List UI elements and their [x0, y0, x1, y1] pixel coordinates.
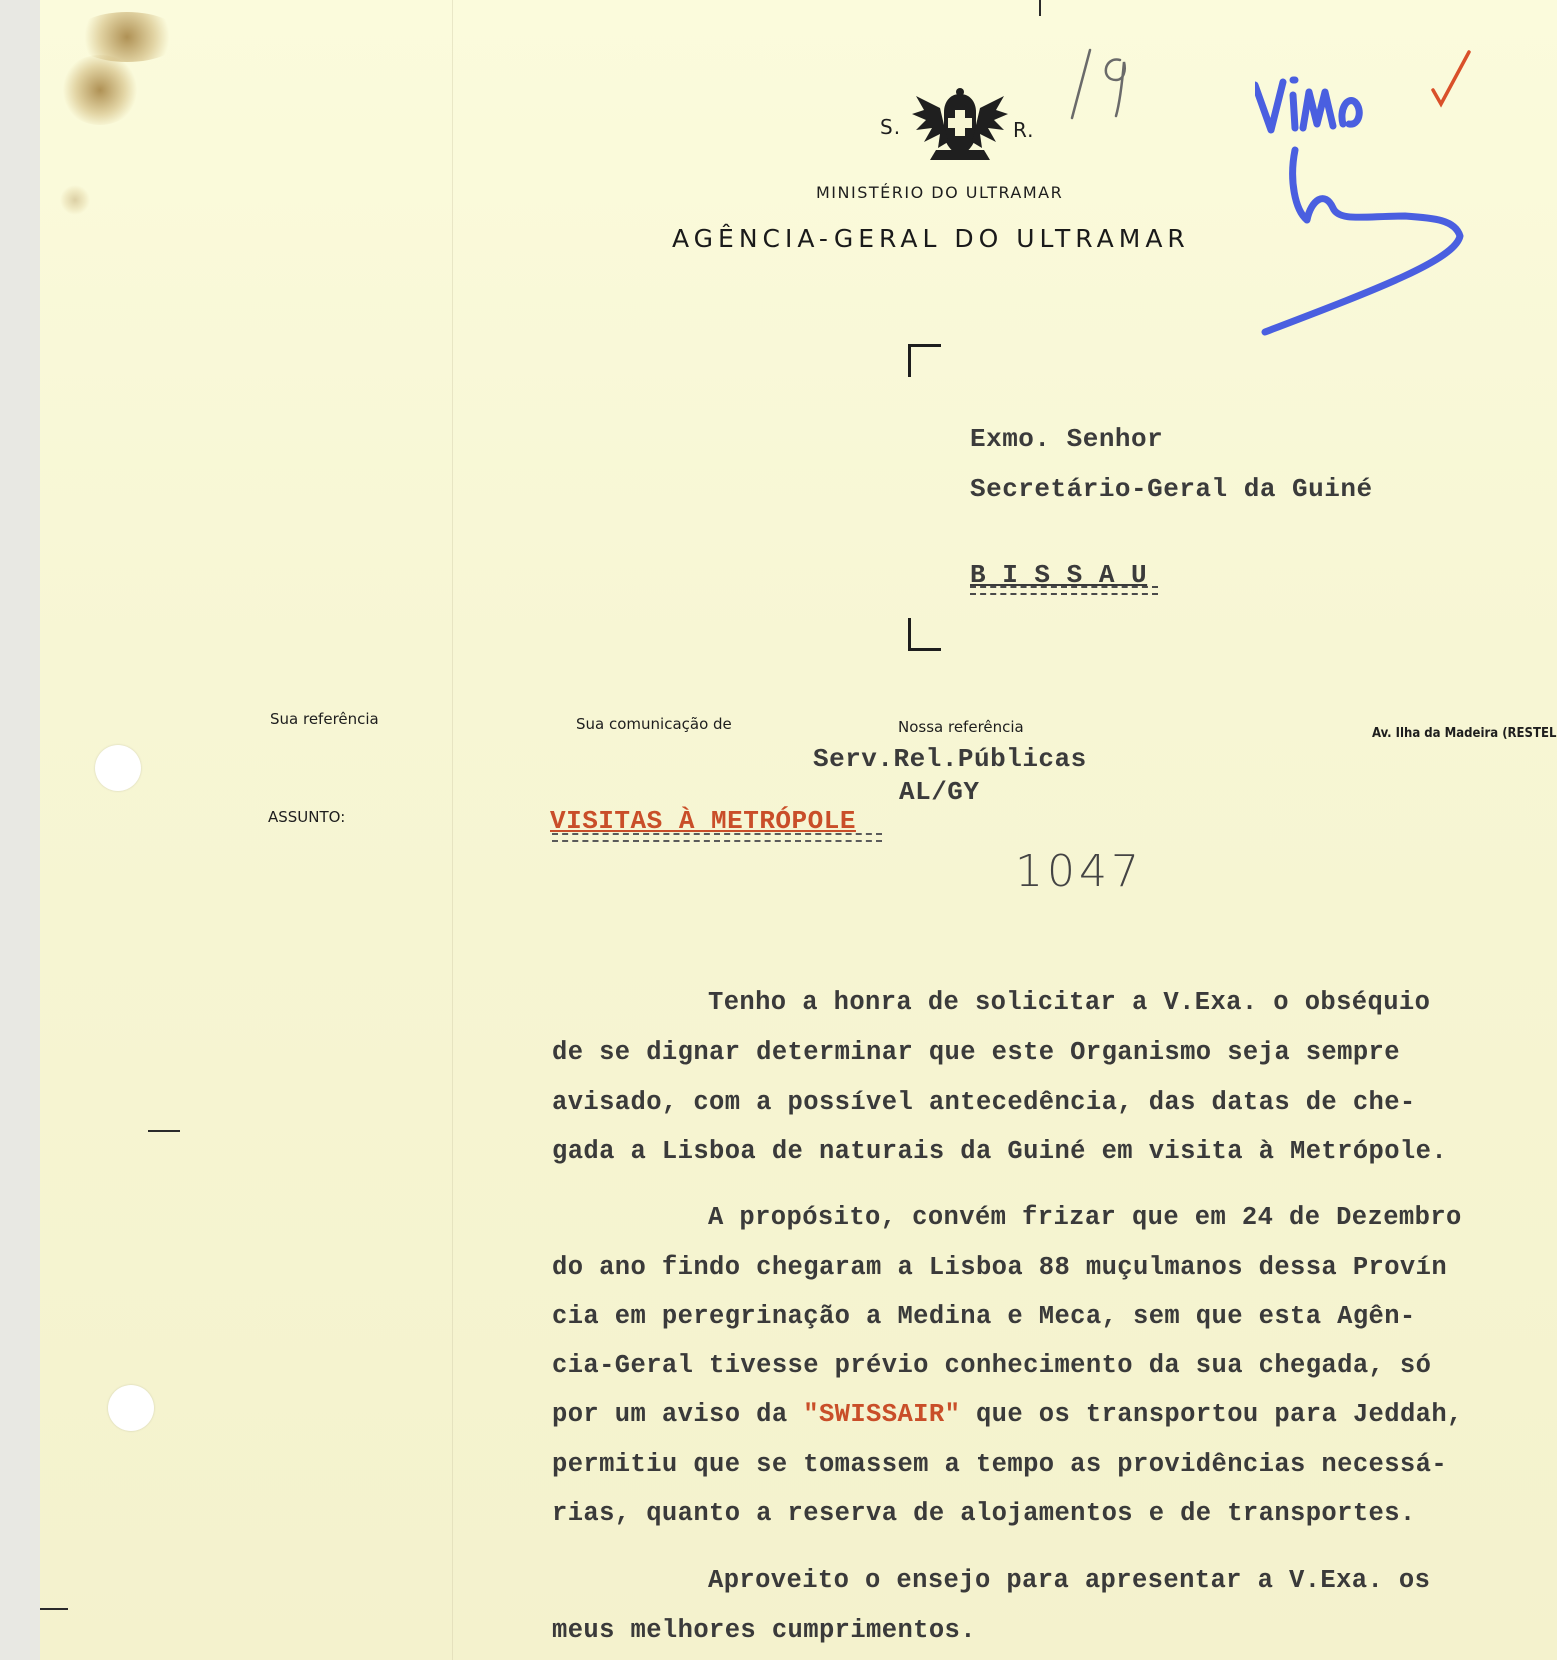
assunto-value: VISITAS À METRÓPOLE: [550, 806, 856, 836]
punch-hole: [95, 745, 141, 791]
crest-right-letter: R.: [1013, 118, 1035, 142]
office-address: Av. Ilha da Madeira (RESTEL: [1372, 726, 1557, 741]
coat-of-arms-icon: [910, 88, 1010, 168]
body-text-segment: que os transportou para Jeddah,: [960, 1400, 1463, 1429]
body-line: meus melhores cumprimentos.: [552, 1616, 976, 1645]
stain-mark: [72, 12, 182, 62]
assunto-label: ASSUNTO:: [268, 808, 346, 826]
body-line: rias, quanto a reserva de alojamentos e de transportes.: [552, 1499, 1416, 1528]
recipient-title: Secretário-Geral da Guiné: [970, 474, 1373, 504]
body-line: A propósito, convém frizar que em 24 de Dezembro: [708, 1203, 1462, 1232]
agency-name: AGÊNCIA-GERAL DO ULTRAMAR: [672, 224, 1190, 253]
nossa-referencia-value: Serv.Rel.Públicas: [813, 744, 1087, 774]
body-line: gada a Lisboa de naturais da Guiné em visita à Metrópole.: [552, 1137, 1448, 1166]
stain-mark: [60, 55, 140, 125]
margin-tick: [40, 1608, 68, 1610]
sua-comunicacao-label: Sua comunicação de: [576, 715, 732, 733]
page-number-text: 19: [1060, 40, 1062, 41]
margin-tick: [148, 1130, 180, 1132]
top-tick: [1039, 0, 1041, 16]
recipient-salutation: Exmo. Senhor: [970, 424, 1164, 454]
ministry-name: MINISTÉRIO DO ULTRAMAR: [816, 183, 1064, 202]
body-line: Tenho a honra de solicitar a V.Exa. o obséquio: [708, 988, 1431, 1017]
scan-margin: [0, 0, 40, 1660]
handwritten-page-number: [1060, 40, 1140, 130]
body-line: permitiu que se tomassem a tempo as providências necessá-: [552, 1450, 1448, 1479]
swissair-quote: "SWISSAIR": [803, 1400, 961, 1429]
recipient-city: B I S S A U: [970, 560, 1148, 590]
letter-page: [40, 0, 1557, 1660]
address-bracket-bottom: [908, 618, 941, 651]
crest-left-letter: S.: [880, 115, 902, 139]
visto-text: Visto: [1255, 40, 1258, 41]
sua-referencia-label: Sua referência: [270, 710, 379, 728]
body-line: [552, 1400, 1463, 1429]
nossa-referencia-label: Nossa referência: [898, 718, 1024, 736]
punch-hole: [108, 1385, 154, 1431]
body-line: do ano findo chegaram a Lisboa 88 muçulmanos dessa Provín: [552, 1253, 1448, 1282]
paper-fold: [452, 0, 453, 1660]
registration-number: 1047: [1015, 846, 1143, 897]
assunto-double-underline: [552, 833, 882, 842]
body-line: avisado, com a possível antecedência, das datas de che-: [552, 1088, 1416, 1117]
handwritten-visto-annotation: [1255, 40, 1525, 340]
body-line: cia-Geral tivesse prévio conhecimento da sua chegada, só: [552, 1351, 1432, 1380]
body-line: de se dignar determinar que este Organismo seja sempre: [552, 1038, 1400, 1067]
city-double-underline: [970, 586, 1158, 595]
body-text-segment: por um aviso da: [552, 1400, 804, 1429]
stain-mark: [60, 185, 90, 215]
address-bracket-top: [908, 344, 941, 377]
nossa-referencia-code: AL/GY: [899, 777, 980, 807]
body-line: cia em peregrinação a Medina e Meca, sem que esta Agên-: [552, 1302, 1416, 1331]
body-line: Aproveito o ensejo para apresentar a V.Exa. os: [708, 1566, 1431, 1595]
